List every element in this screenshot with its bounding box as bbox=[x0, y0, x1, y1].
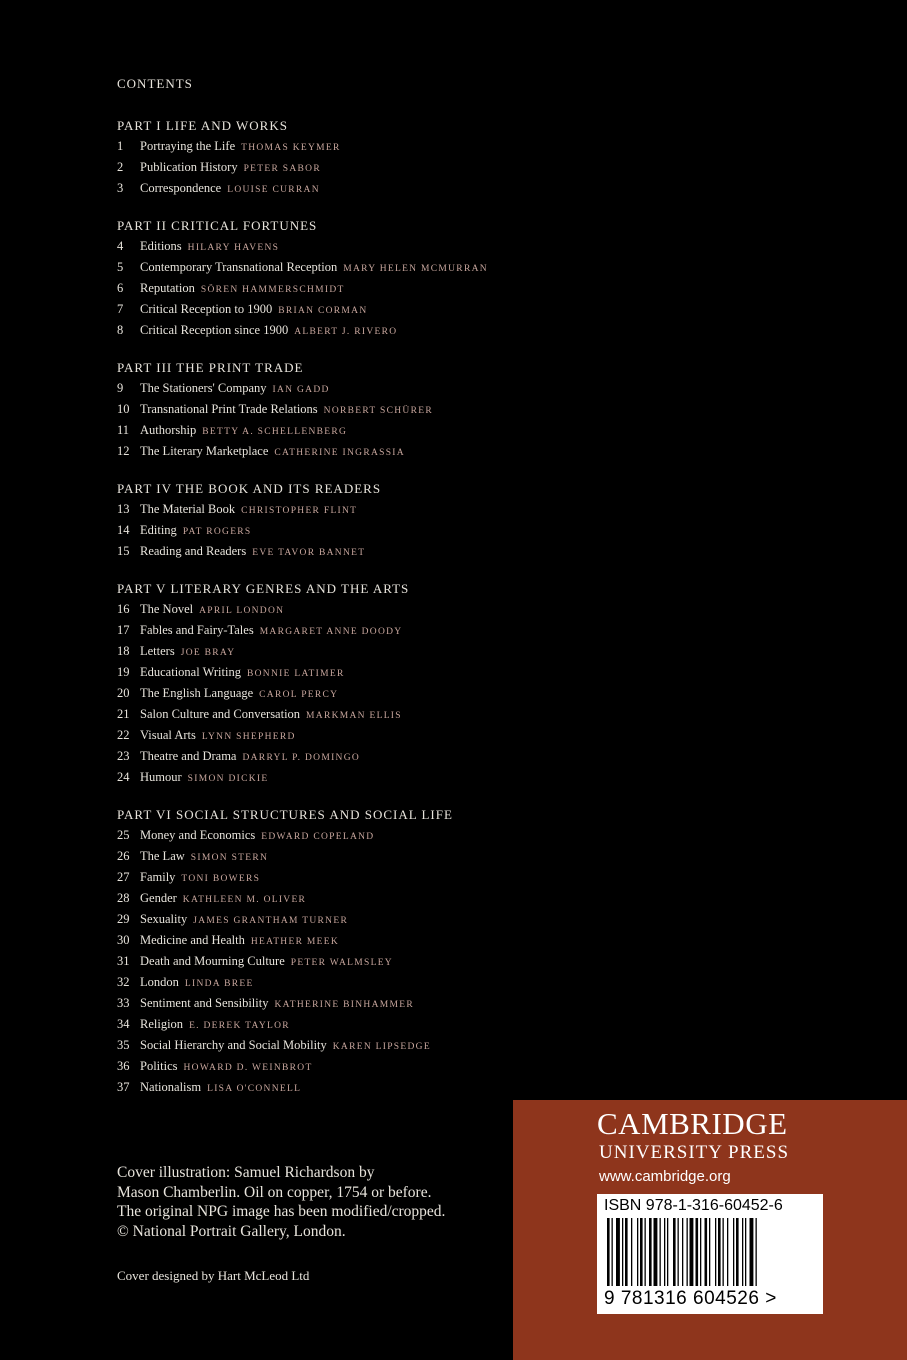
chapter-number: 7 bbox=[117, 302, 124, 316]
chapter-number: 9 bbox=[117, 381, 124, 395]
toc-entry bbox=[117, 523, 577, 544]
part-title: PART I LIFE AND WORKS bbox=[117, 118, 288, 133]
chapter-author: TONI BOWERS bbox=[181, 874, 261, 884]
toc-entry bbox=[117, 954, 577, 975]
barcode-panel bbox=[597, 1194, 823, 1314]
chapter-number: 16 bbox=[117, 602, 130, 616]
toc-entry bbox=[117, 707, 577, 728]
chapter-author: CAROL PERCY bbox=[259, 690, 339, 700]
chapter-title: Reading and Readers bbox=[140, 544, 247, 558]
toc-part bbox=[117, 218, 577, 344]
chapter-number: 21 bbox=[117, 707, 130, 721]
toc-entry bbox=[117, 160, 577, 181]
chapter-title: Portraying the Life bbox=[140, 139, 236, 153]
chapter-author: HOWARD D. WEINBROT bbox=[183, 1063, 313, 1073]
chapter-number: 15 bbox=[117, 544, 130, 558]
toc-entry bbox=[117, 849, 577, 870]
chapter-author: BRIAN CORMAN bbox=[278, 306, 368, 316]
chapter-author: LOUISE CURRAN bbox=[227, 185, 320, 195]
chapter-number: 32 bbox=[117, 975, 130, 989]
credit-line: © National Portrait Gallery, London. bbox=[117, 1222, 346, 1240]
toc-entry bbox=[117, 544, 577, 565]
chapter-title: Letters bbox=[140, 644, 175, 658]
chapter-number: 35 bbox=[117, 1038, 130, 1052]
chapter-author: SÖREN HAMMERSCHMIDT bbox=[200, 285, 345, 295]
chapter-author: LINDA BREE bbox=[184, 979, 254, 989]
publisher-url: www.cambridge.org bbox=[599, 1168, 731, 1185]
chapter-title: Religion bbox=[140, 1017, 184, 1031]
chapter-number: 17 bbox=[117, 623, 130, 637]
toc-entry bbox=[117, 181, 577, 202]
chapter-title: Humour bbox=[140, 770, 182, 784]
chapter-title: Editing bbox=[140, 523, 177, 537]
chapter-title: Transnational Print Trade Relations bbox=[140, 402, 318, 416]
chapter-number: 22 bbox=[117, 728, 130, 742]
chapter-title: Politics bbox=[140, 1059, 178, 1073]
isbn-label: ISBN 978-1-316-60452-6 bbox=[604, 1197, 783, 1214]
chapter-number: 27 bbox=[117, 870, 130, 884]
chapter-number: 29 bbox=[117, 912, 130, 926]
chapter-title: Educational Writing bbox=[140, 665, 241, 679]
chapter-number: 26 bbox=[117, 849, 130, 863]
chapter-author: BONNIE LATIMER bbox=[246, 669, 345, 679]
chapter-author: APRIL LONDON bbox=[199, 606, 285, 616]
chapter-author: KAREN LIPSEDGE bbox=[332, 1042, 431, 1052]
chapter-number: 19 bbox=[117, 665, 130, 679]
part-title: PART II CRITICAL FORTUNES bbox=[117, 218, 318, 233]
toc-entry bbox=[117, 870, 577, 891]
chapter-author: IAN GADD bbox=[272, 385, 330, 395]
chapter-author: JAMES GRANTHAM TURNER bbox=[193, 916, 349, 926]
part-title: PART IV THE BOOK AND ITS READERS bbox=[117, 481, 382, 496]
chapter-author: MARGARET ANNE DOODY bbox=[259, 627, 403, 637]
credit-line: Mason Chamberlin. Oil on copper, 1754 or before. bbox=[117, 1183, 432, 1201]
chapter-number: 8 bbox=[117, 323, 124, 337]
chapter-author: PETER SABOR bbox=[243, 164, 321, 174]
chapter-author: JOE BRAY bbox=[180, 648, 236, 658]
chapter-title: Fables and Fairy-Tales bbox=[140, 623, 254, 637]
chapter-title: Correspondence bbox=[140, 181, 222, 195]
chapter-number: 18 bbox=[117, 644, 130, 658]
chapter-title: Salon Culture and Conversation bbox=[140, 707, 301, 721]
chapter-author: EDWARD COPELAND bbox=[261, 832, 375, 842]
toc-entry bbox=[117, 1080, 577, 1101]
chapter-title: The Novel bbox=[140, 602, 194, 616]
chapter-author: KATHLEEN M. OLIVER bbox=[182, 895, 307, 905]
publisher-block bbox=[513, 1100, 907, 1360]
chapter-number: 11 bbox=[117, 423, 130, 437]
toc-entry bbox=[117, 260, 577, 281]
toc-entry bbox=[117, 749, 577, 770]
toc-entry bbox=[117, 302, 577, 323]
chapter-number: 14 bbox=[117, 523, 130, 537]
toc-part bbox=[117, 481, 577, 565]
chapter-number: 24 bbox=[117, 770, 130, 784]
chapter-author: THOMAS KEYMER bbox=[241, 143, 341, 153]
chapter-number: 34 bbox=[117, 1017, 130, 1031]
barcode-digits: 9 781316 604526 > bbox=[604, 1288, 777, 1309]
table-of-contents bbox=[117, 118, 577, 1117]
chapter-number: 23 bbox=[117, 749, 130, 763]
part-title: PART VI SOCIAL STRUCTURES AND SOCIAL LIFE bbox=[117, 807, 453, 822]
chapter-author: MARY HELEN MCMURRAN bbox=[343, 264, 488, 274]
chapter-title: Critical Reception to 1900 bbox=[140, 302, 273, 316]
chapter-number: 4 bbox=[117, 239, 124, 253]
toc-entry bbox=[117, 912, 577, 933]
toc-entry bbox=[117, 323, 577, 344]
toc-entry bbox=[117, 444, 577, 465]
toc-entry bbox=[117, 402, 577, 423]
toc-entry bbox=[117, 139, 577, 160]
chapter-author: BETTY A. SCHELLENBERG bbox=[202, 427, 348, 437]
chapter-number: 13 bbox=[117, 502, 130, 516]
chapter-title: Reputation bbox=[140, 281, 195, 295]
chapter-number: 20 bbox=[117, 686, 130, 700]
toc-entry bbox=[117, 933, 577, 954]
chapter-number: 36 bbox=[117, 1059, 130, 1073]
chapter-number: 5 bbox=[117, 260, 124, 274]
toc-entry bbox=[117, 644, 577, 665]
credit-line: The original NPG image has been modified/cropped. bbox=[117, 1203, 446, 1220]
toc-entry bbox=[117, 770, 577, 791]
toc-entry bbox=[117, 381, 577, 402]
chapter-author: HILARY HAVENS bbox=[187, 243, 280, 253]
chapter-title: Death and Mourning Culture bbox=[140, 954, 285, 968]
publisher-press: UNIVERSITY PRESS bbox=[599, 1142, 790, 1163]
toc-part bbox=[117, 118, 577, 202]
chapter-author: E. DEREK TAYLOR bbox=[189, 1021, 290, 1031]
toc-entry bbox=[117, 281, 577, 302]
chapter-author: CATHERINE INGRASSIA bbox=[274, 448, 405, 458]
toc-entry bbox=[117, 975, 577, 996]
chapter-number: 33 bbox=[117, 996, 130, 1010]
chapter-title: Contemporary Transnational Reception bbox=[140, 260, 338, 274]
toc-entry bbox=[117, 623, 577, 644]
chapter-title: Money and Economics bbox=[140, 828, 256, 842]
part-title: PART V LITERARY GENRES AND THE ARTS bbox=[117, 581, 410, 596]
chapter-author: PAT ROGERS bbox=[182, 527, 252, 537]
barcode-icon bbox=[605, 1218, 815, 1288]
chapter-author: DARRYL P. DOMINGO bbox=[242, 753, 361, 763]
chapter-title: Sexuality bbox=[140, 912, 188, 926]
chapter-number: 12 bbox=[117, 444, 130, 458]
chapter-title: Family bbox=[140, 870, 176, 884]
toc-entry bbox=[117, 1059, 577, 1080]
credit-line: Cover illustration: Samuel Richardson by bbox=[117, 1164, 375, 1181]
chapter-title: Gender bbox=[140, 891, 177, 905]
chapter-title: The Literary Marketplace bbox=[140, 444, 269, 458]
chapter-author: ALBERT J. RIVERO bbox=[294, 327, 398, 337]
designer-credit: Cover designed by Hart McLeod Ltd bbox=[117, 1268, 310, 1283]
chapter-author: CHRISTOPHER FLINT bbox=[241, 506, 358, 516]
toc-entry bbox=[117, 1017, 577, 1038]
chapter-title: The English Language bbox=[140, 686, 254, 700]
chapter-number: 10 bbox=[117, 402, 130, 416]
toc-part bbox=[117, 360, 577, 465]
chapter-author: SIMON DICKIE bbox=[187, 774, 269, 784]
chapter-title: London bbox=[140, 975, 179, 989]
chapter-title: Social Hierarchy and Social Mobility bbox=[140, 1038, 327, 1052]
chapter-number: 2 bbox=[117, 160, 124, 174]
chapter-number: 37 bbox=[117, 1080, 130, 1094]
chapter-author: NORBERT SCHÜRER bbox=[323, 406, 433, 416]
toc-part bbox=[117, 807, 577, 1101]
chapter-author: EVE TAVOR BANNET bbox=[252, 548, 366, 558]
chapter-number: 25 bbox=[117, 828, 130, 842]
toc-entry bbox=[117, 891, 577, 912]
chapter-title: The Law bbox=[140, 849, 185, 863]
chapter-title: Nationalism bbox=[140, 1080, 202, 1094]
chapter-author: MARKMAN ELLIS bbox=[306, 711, 402, 721]
toc-entry bbox=[117, 239, 577, 260]
cover-credits bbox=[117, 1163, 497, 1241]
chapter-title: The Material Book bbox=[140, 502, 236, 516]
chapter-author: LYNN SHEPHERD bbox=[201, 732, 296, 742]
chapter-number: 1 bbox=[117, 139, 124, 153]
chapter-title: Authorship bbox=[140, 423, 197, 437]
part-title: PART III THE PRINT TRADE bbox=[117, 360, 304, 375]
contents-heading: CONTENTS bbox=[117, 76, 193, 91]
toc-entry bbox=[117, 665, 577, 686]
toc-entry bbox=[117, 996, 577, 1017]
toc-entry bbox=[117, 728, 577, 749]
chapter-author: SIMON STERN bbox=[190, 853, 269, 863]
chapter-title: The Stationers' Company bbox=[140, 381, 267, 395]
toc-entry bbox=[117, 423, 577, 444]
toc-entry bbox=[117, 1038, 577, 1059]
chapter-author: PETER WALMSLEY bbox=[290, 958, 393, 968]
chapter-number: 6 bbox=[117, 281, 124, 295]
chapter-number: 3 bbox=[117, 181, 124, 195]
chapter-author: LISA O'CONNELL bbox=[207, 1084, 302, 1094]
chapter-title: Editions bbox=[140, 239, 182, 253]
chapter-title: Critical Reception since 1900 bbox=[140, 323, 289, 337]
chapter-title: Sentiment and Sensibility bbox=[140, 996, 269, 1010]
publisher-name: CAMBRIDGE bbox=[597, 1106, 788, 1141]
chapter-title: Medicine and Health bbox=[140, 933, 245, 947]
toc-entry bbox=[117, 502, 577, 523]
chapter-title: Theatre and Drama bbox=[140, 749, 237, 763]
chapter-title: Visual Arts bbox=[140, 728, 196, 742]
toc-entry bbox=[117, 828, 577, 849]
toc-entry bbox=[117, 602, 577, 623]
chapter-number: 28 bbox=[117, 891, 130, 905]
chapter-author: HEATHER MEEK bbox=[250, 937, 339, 947]
toc-part bbox=[117, 581, 577, 791]
chapter-title: Publication History bbox=[140, 160, 238, 174]
chapter-author: KATHERINE BINHAMMER bbox=[274, 1000, 414, 1010]
toc-entry bbox=[117, 686, 577, 707]
chapter-number: 30 bbox=[117, 933, 130, 947]
chapter-number: 31 bbox=[117, 954, 130, 968]
